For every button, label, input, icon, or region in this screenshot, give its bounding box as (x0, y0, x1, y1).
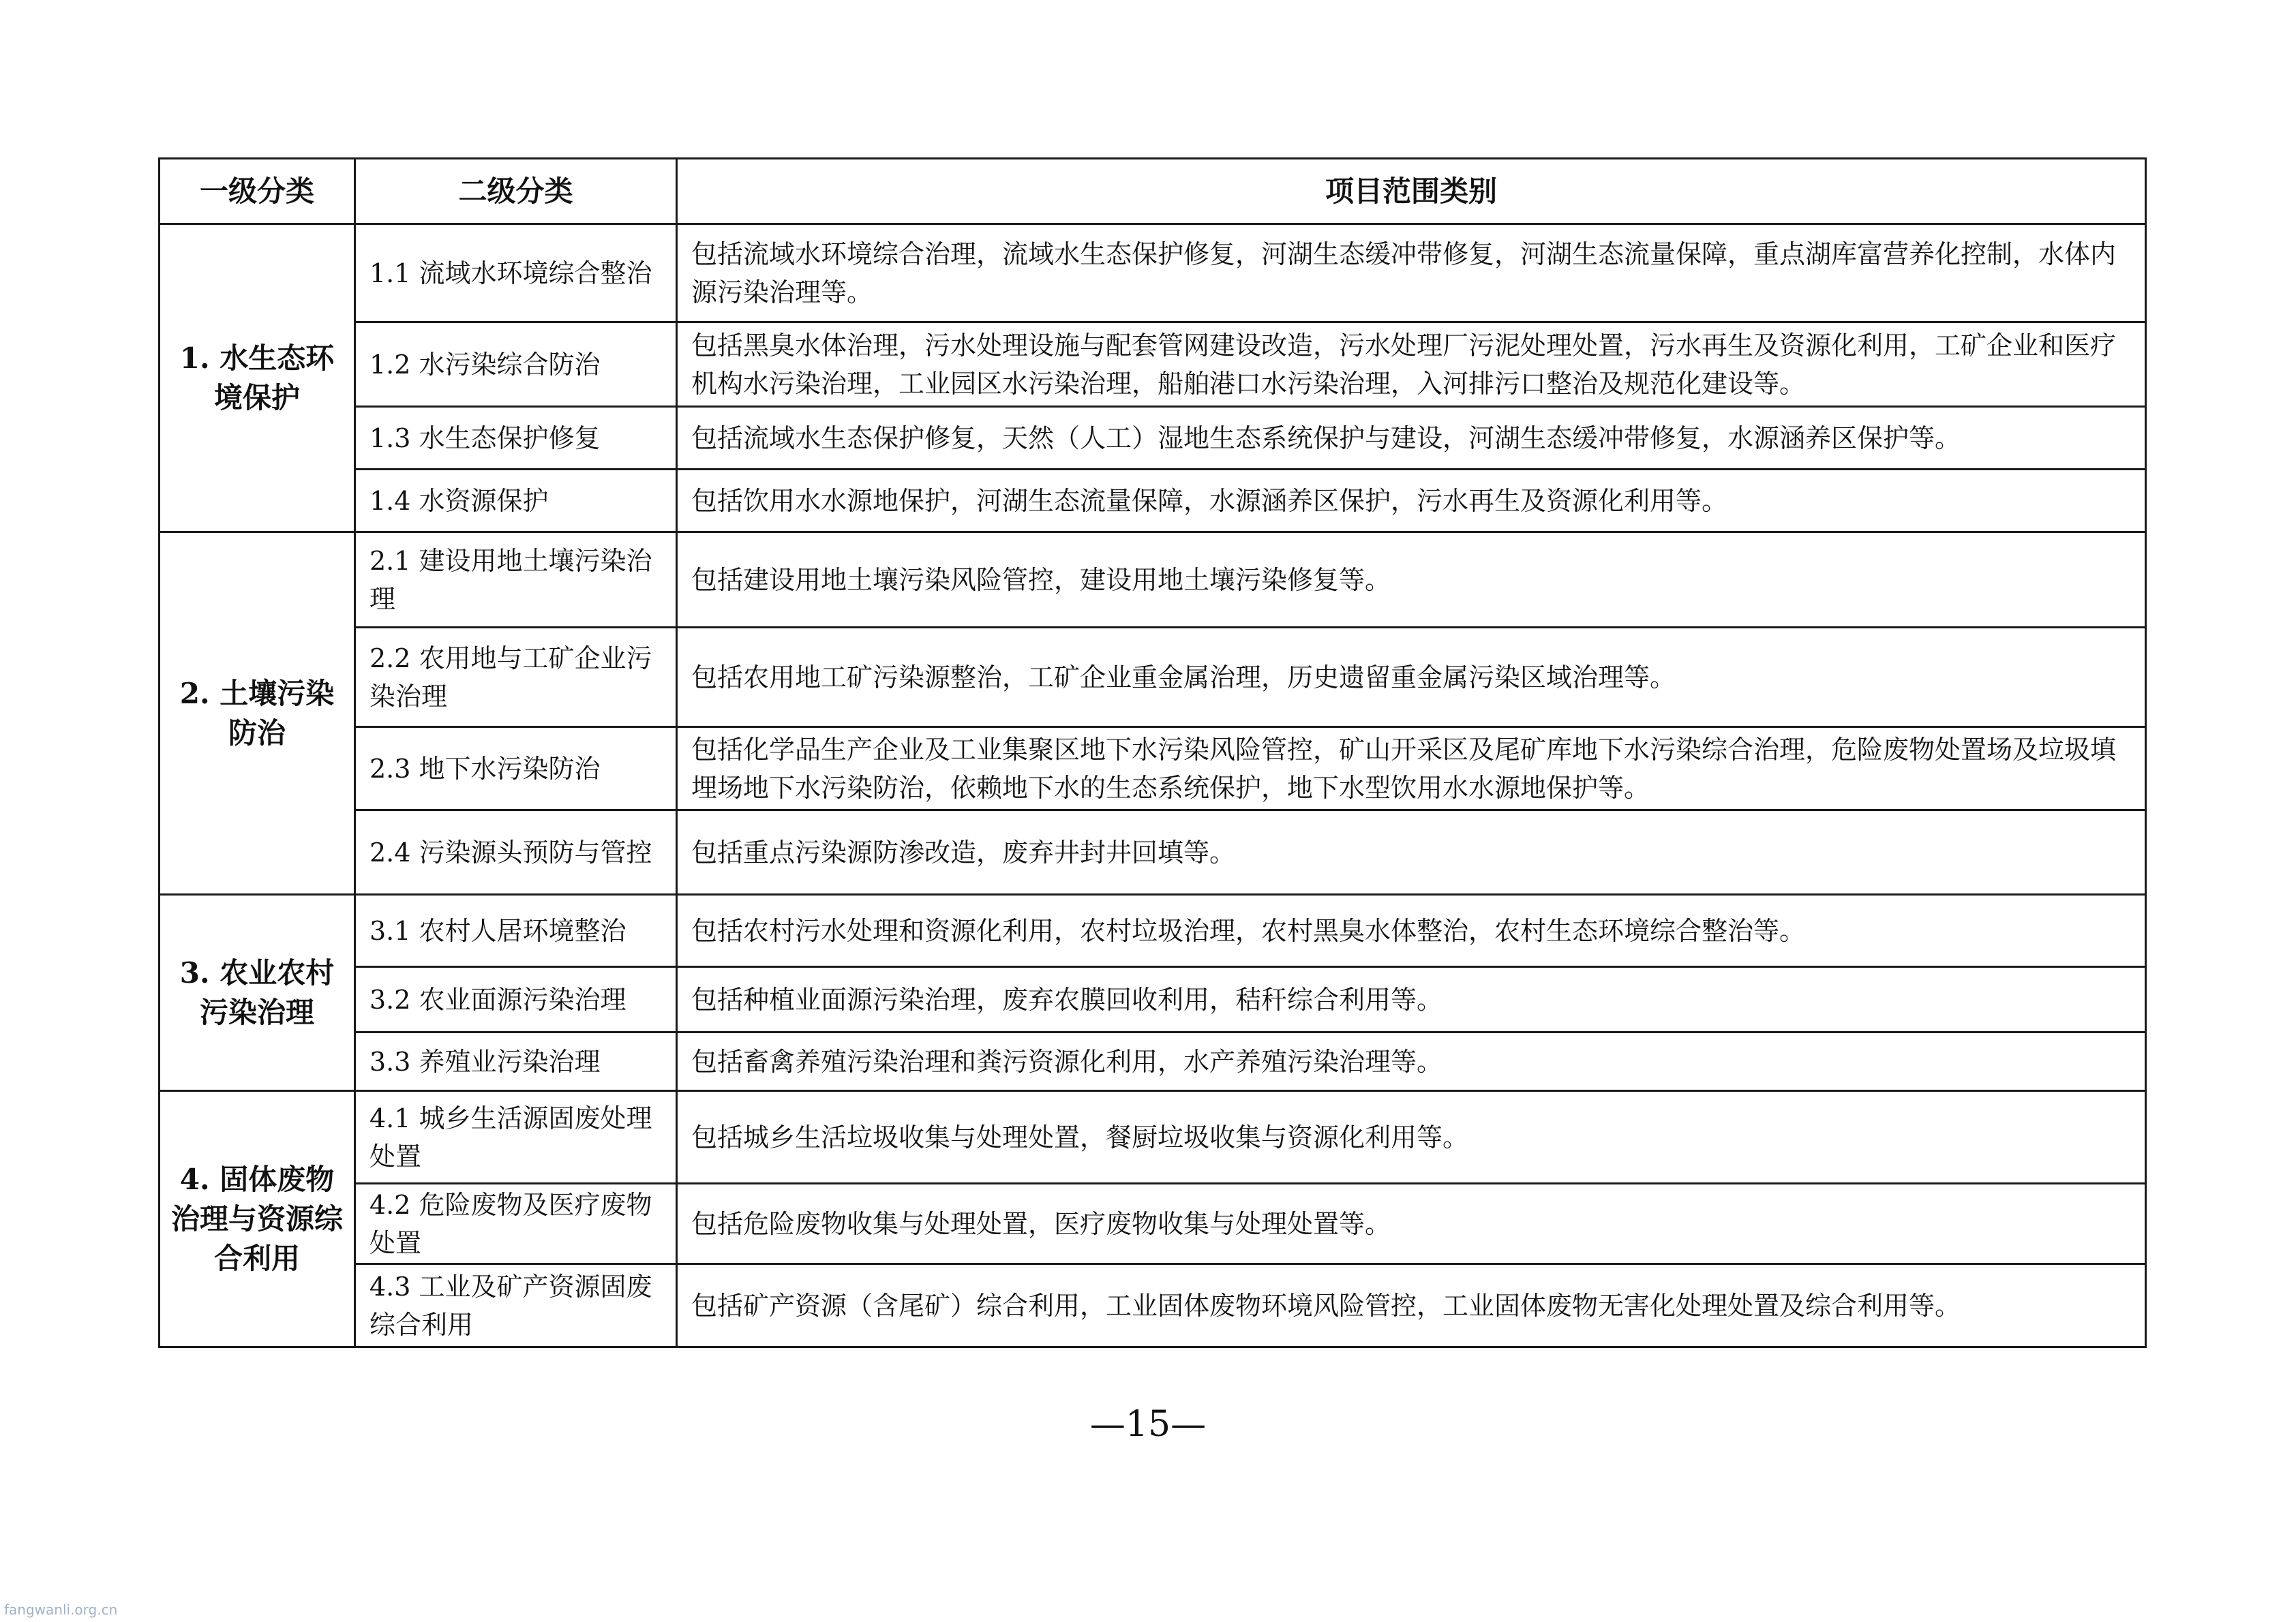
table-row (160, 628, 2146, 727)
table-row (160, 224, 2146, 322)
table-row (160, 532, 2146, 628)
table-header-row (160, 159, 2146, 224)
category-level2: 4.3 工业及矿产资源固废综合利用 (355, 1264, 677, 1347)
scope-description: 包括城乡生活垃圾收集与处理处置，餐厨垃圾收集与资源化利用等。 (677, 1091, 2146, 1184)
category-level1: 2. 土壤污染防治 (160, 532, 355, 895)
table-row (160, 470, 2146, 532)
scope-description: 包括农村污水处理和资源化利用，农村垃圾治理，农村黑臭水体整治，农村生态环境综合整治等。 (677, 895, 2146, 967)
header-level1: 一级分类 (160, 159, 355, 224)
table-row (160, 895, 2146, 967)
table-row (160, 407, 2146, 470)
project-scope-table (158, 157, 2147, 1348)
category-level1: 3. 农业农村污染治理 (160, 895, 355, 1091)
table-row (160, 1184, 2146, 1264)
header-level2: 二级分类 (355, 159, 677, 224)
scope-description: 包括黑臭水体治理，污水处理设施与配套管网建设改造，污水处理厂污泥处理处置，污水再生及资源化利用，工矿企业和医疗机构水污染治理，工业园区水污染治理，船舶港口水污染治理，入河排污口整治及规范化建设等。 (677, 322, 2146, 407)
table-row (160, 1091, 2146, 1184)
scope-description: 包括流域水环境综合治理，流域水生态保护修复，河湖生态缓冲带修复，河湖生态流量保障，重点湖库富营养化控制，水体内源污染治理等。 (677, 224, 2146, 322)
scope-description: 包括畜禽养殖污染治理和粪污资源化利用，水产养殖污染治理等。 (677, 1032, 2146, 1091)
category-level2: 1.1 流域水环境综合整治 (355, 224, 677, 322)
scope-description: 包括建设用地土壤污染风险管控，建设用地土壤污染修复等。 (677, 532, 2146, 628)
category-level1: 1. 水生态环境保护 (160, 224, 355, 532)
scope-description: 包括矿产资源（含尾矿）综合利用，工业固体废物环境风险管控，工业固体废物无害化处理处置及综合利用等。 (677, 1264, 2146, 1347)
category-level2: 1.3 水生态保护修复 (355, 407, 677, 470)
table-row (160, 1032, 2146, 1091)
table-row (160, 967, 2146, 1032)
scope-description: 包括农用地工矿污染源整治，工矿企业重金属治理，历史遗留重金属污染区域治理等。 (677, 628, 2146, 727)
category-level2: 3.2 农业面源污染治理 (355, 967, 677, 1032)
category-level1: 4. 固体废物治理与资源综合利用 (160, 1091, 355, 1347)
table-row (160, 322, 2146, 407)
page-number: —15— (1089, 1404, 1207, 1445)
table-row (160, 727, 2146, 810)
scope-description: 包括流域水生态保护修复，天然（人工）湿地生态系统保护与建设，河湖生态缓冲带修复，水源涵养区保护等。 (677, 407, 2146, 470)
category-level2: 2.3 地下水污染防治 (355, 727, 677, 810)
header-scope: 项目范围类别 (677, 159, 2146, 224)
scope-description: 包括危险废物收集与处理处置，医疗废物收集与处理处置等。 (677, 1184, 2146, 1264)
category-level2: 1.4 水资源保护 (355, 470, 677, 532)
scope-description: 包括重点污染源防渗改造，废弃井封井回填等。 (677, 810, 2146, 895)
category-level2: 4.1 城乡生活源固废处理处置 (355, 1091, 677, 1184)
category-level2: 3.1 农村人居环境整治 (355, 895, 677, 967)
category-level2: 2.4 污染源头预防与管控 (355, 810, 677, 895)
table-row (160, 1264, 2146, 1347)
category-level2: 2.2 农用地与工矿企业污染治理 (355, 628, 677, 727)
scope-description: 包括饮用水水源地保护，河湖生态流量保障，水源涵养区保护，污水再生及资源化利用等。 (677, 470, 2146, 532)
category-level2: 3.3 养殖业污染治理 (355, 1032, 677, 1091)
scope-description: 包括化学品生产企业及工业集聚区地下水污染风险管控，矿山开采区及尾矿库地下水污染综合治理，危险废物处置场及垃圾填埋场地下水污染防治，依赖地下水的生态系统保护，地下水型饮用水水源地保护等。 (677, 727, 2146, 810)
category-level2: 1.2 水污染综合防治 (355, 322, 677, 407)
category-level2: 4.2 危险废物及医疗废物处置 (355, 1184, 677, 1264)
category-level2: 2.1 建设用地土壤污染治理 (355, 532, 677, 628)
scope-description: 包括种植业面源污染治理，废弃农膜回收利用，秸秆综合利用等。 (677, 967, 2146, 1032)
site-watermark: fangwanli.org.cn (4, 1602, 118, 1618)
table-row (160, 810, 2146, 895)
